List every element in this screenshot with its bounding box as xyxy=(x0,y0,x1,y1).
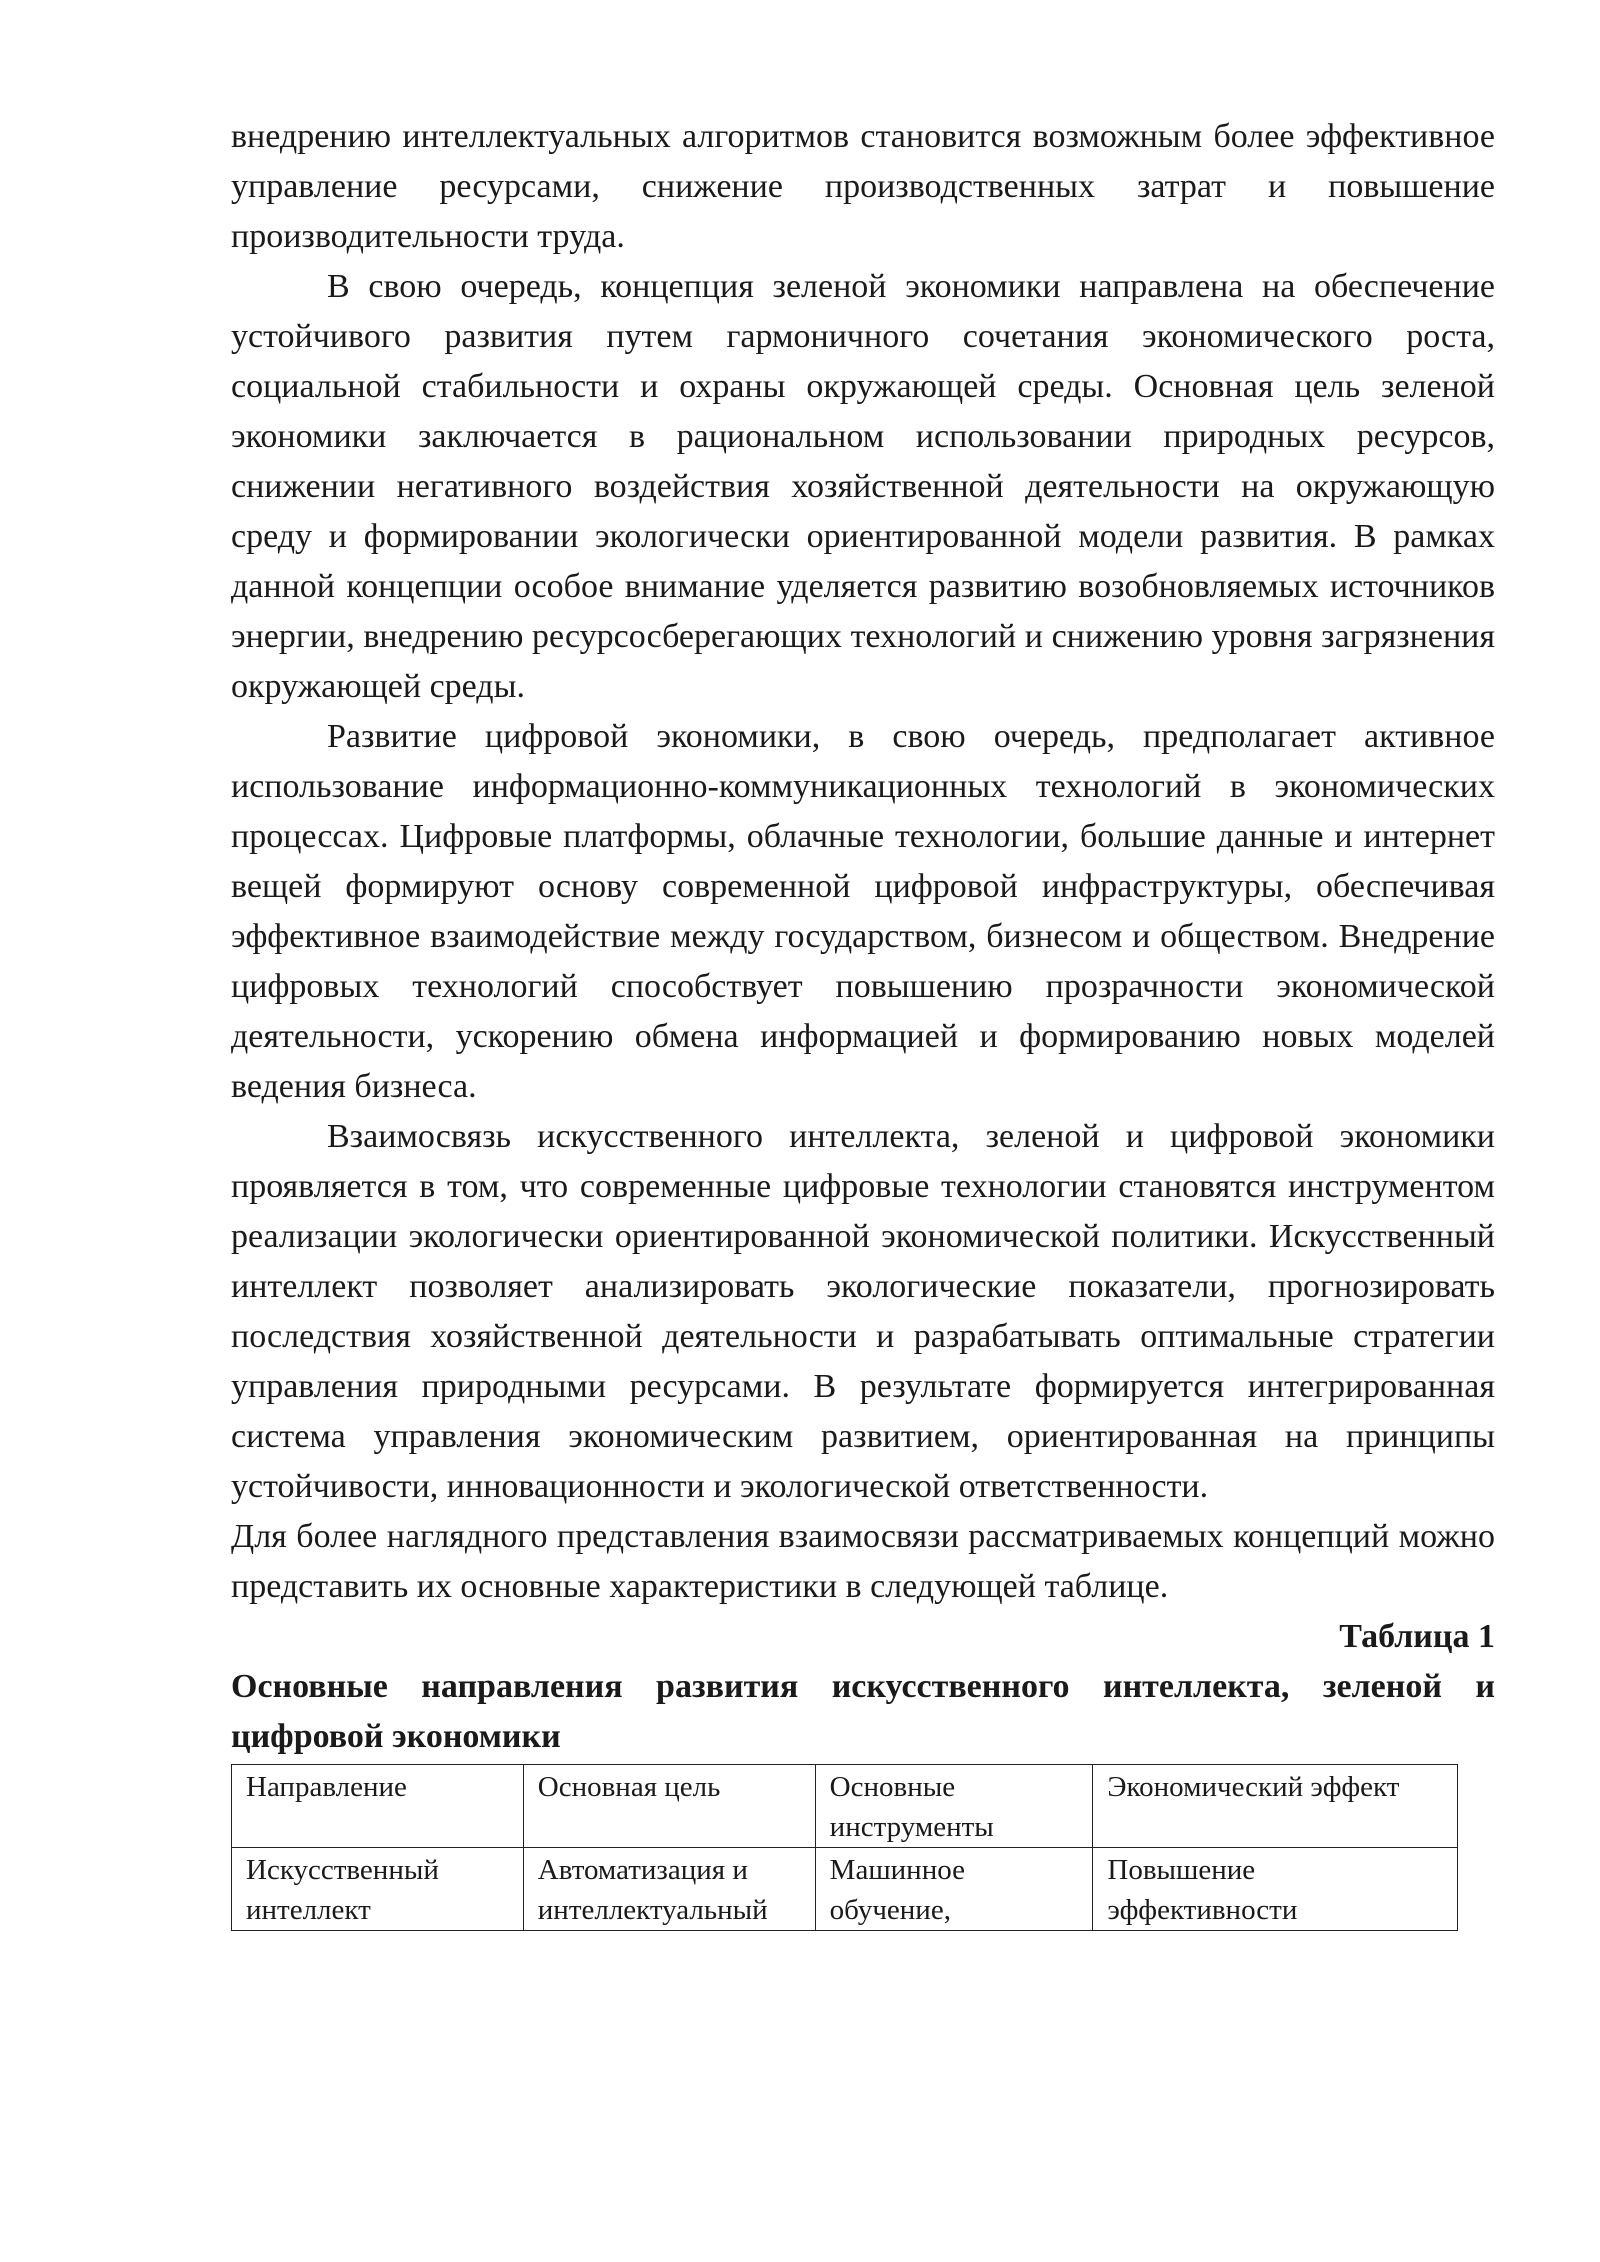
table-cell: Машинное обучение, xyxy=(815,1848,1093,1931)
table-cell: Повышение эффективности xyxy=(1093,1848,1458,1931)
table-title: Основные направления развития искусственного интеллекта, зеленой и цифровой экономики xyxy=(231,1668,1495,1755)
table-number: Таблица 1 xyxy=(1339,1618,1495,1655)
header-main-goal: Основная цель xyxy=(523,1765,815,1848)
header-economic-effect: Экономический эффект xyxy=(1093,1765,1458,1848)
table-cell: Автоматизация и интеллектуальный xyxy=(523,1848,815,1931)
header-direction: Направление xyxy=(232,1765,524,1848)
paragraph-table-intro: Для более наглядного представления взаимосвязи рассматриваемых концепций можно представить их основные характеристики в следующей таблице. xyxy=(231,1518,1495,1605)
paragraph-green-economy: В свою очередь, концепция зеленой экономики направлена на обеспечение устойчивого развития путем гармоничного сочетания экономического роста, социальной стабильности и охраны окружающей среды. Основная цель зеленой экономики заключается в рациональном использовании природных ресурсов, снижении негативного воздействия хозяйственной деятельности на окружающую среду и формировании экологически ориентированной модели развития. В рамках данной концепции особое внимание уделяется развитию возобновляемых источников энергии, внедрению ресурсосберегающих технологий и снижению уровня загрязнения окружающей среды. xyxy=(231,268,1495,705)
header-main-tools: Основные инструменты xyxy=(815,1765,1093,1848)
document-page xyxy=(231,112,1495,1931)
table-header-row xyxy=(232,1765,1458,1848)
table-cell: Искусственный интеллект xyxy=(232,1848,524,1931)
paragraph-interrelation: Взаимосвязь искусственного интеллекта, зеленой и цифровой экономики проявляется в том, что современные цифровые технологии становятся инструментом реализации экологически ориентированной экономической политики. Искусственный интеллект позволяет анализировать экологические показатели, прогнозировать последствия хозяйственной деятельности и разрабатывать оптимальные стратегии управления природными ресурсами. В результате формируется интегрированная система управления экономическим развитием, ориентированная на принципы устойчивости, инновационности и экологической ответственности. xyxy=(231,1118,1495,1505)
directions-table xyxy=(231,1764,1458,1931)
paragraph-intro-continuation: внедрению интеллектуальных алгоритмов становится возможным более эффективное управление ресурсами, снижение производственных затрат и повышение производительности труда. xyxy=(231,118,1495,255)
table-row xyxy=(232,1848,1458,1931)
paragraph-digital-economy: Развитие цифровой экономики, в свою очередь, предполагает активное использование информационно-коммуникационных технологий в экономических процессах. Цифровые платформы, облачные технологии, большие данные и интернет вещей формируют основу современной цифровой инфраструктуры, обеспечивая эффективное взаимодействие между государством, бизнесом и обществом. Внедрение цифровых технологий способствует повышению прозрачности экономической деятельности, ускорению обмена информацией и формированию новых моделей ведения бизнеса. xyxy=(231,718,1495,1105)
